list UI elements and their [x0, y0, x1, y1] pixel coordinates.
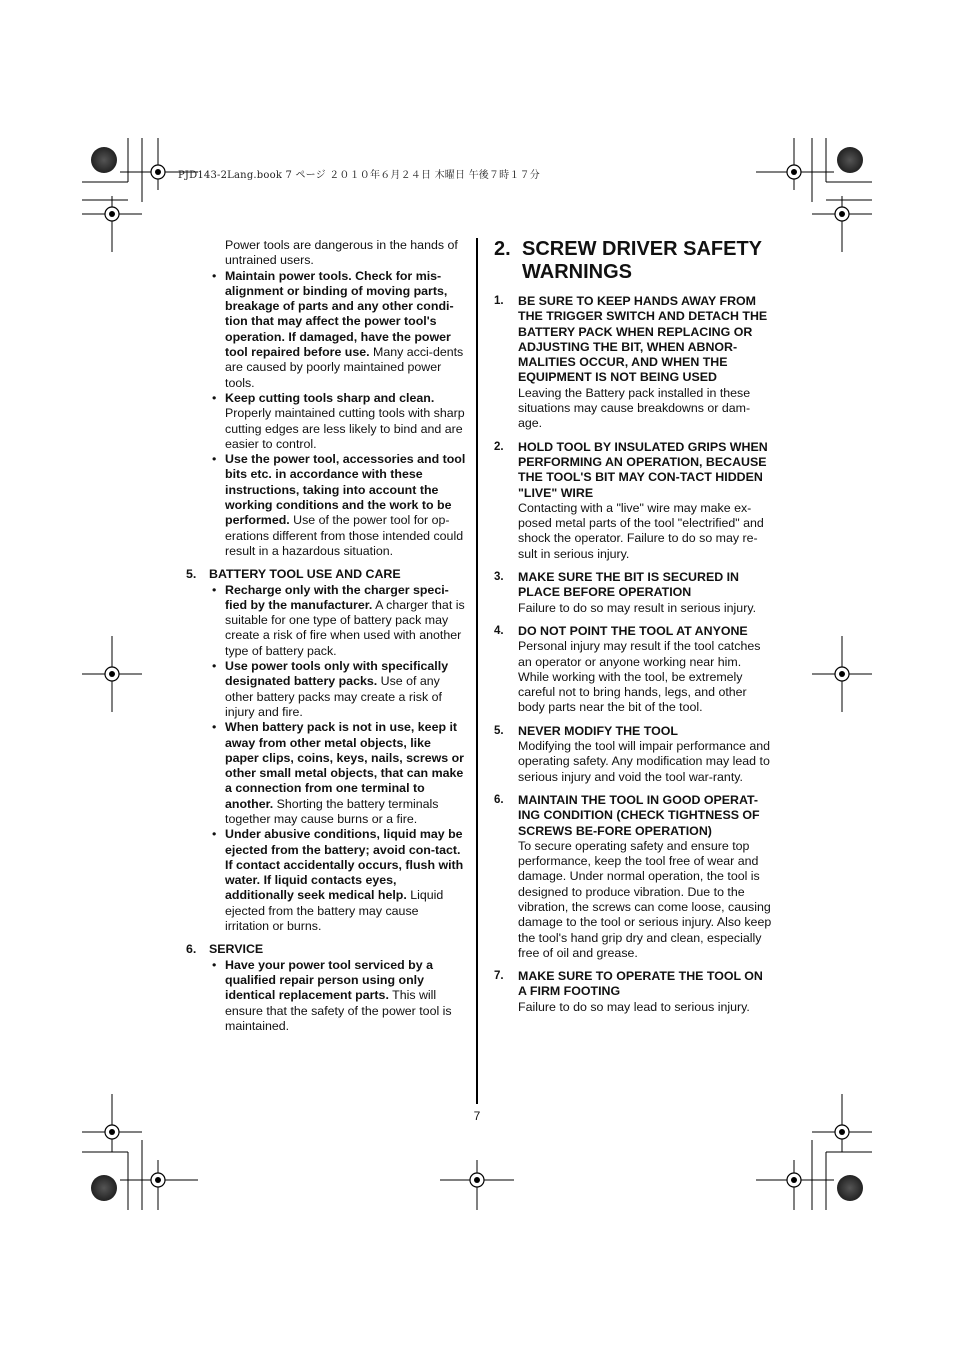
bullet-icon: • [212, 268, 217, 283]
column-divider [476, 238, 478, 1104]
list-item: • Recharge only with the charger speci-fied by the manufacturer. A charger that is suitable for one type of battery pack may create a risk of fire when used with another type of battery pack. [212, 582, 465, 658]
list-item: • Keep cutting tools sharp and clean. Properly maintained cutting tools with sharp cutting edges are less likely to bind and are easier to control. [212, 390, 465, 451]
page-title: 2. SCREW DRIVER SAFETY WARNINGS [494, 238, 762, 283]
bullet-icon: • [212, 452, 217, 467]
list-item: • Maintain power tools. Check for mis-alignment or binding of moving parts, breakage of parts and any other condi-tion that may affect the power tool's operation. If damaged, have the power tool repaired before use. Many acci-dents are caused by poorly maintained power tools. [212, 268, 464, 390]
warning-item: 6. MAINTAIN THE TOOL IN GOOD OPERAT-ING CONDITION (CHECK TIGHTNESS OF SCREWS BE-FORE OPERATION) To secure operating safety and ensure top performance, keep the tool free of wear and damage. Under normal operation, the tool is designed to produce vibration. Due to the vibration, the screws can come loose, causing damage to the tool or serious injury. Also keep the tool's hand grip dry and clean, especially free of oil and grease. [494, 792, 772, 960]
list-item: • Under abusive conditions, liquid may be ejected from the battery; avoid con-tact. If contact accidentally occurs, flush with water. If liquid contacts eyes, additionally seek medical help. Liquid ejected from the battery may cause irritation or burns. [212, 827, 464, 934]
section-heading: 6. SERVICE [186, 942, 264, 957]
right-column [494, 238, 774, 1023]
page-number: 7 [473, 1109, 481, 1123]
bullet-icon: • [212, 659, 217, 674]
warning-item: 2. HOLD TOOL BY INSULATED GRIPS WHEN PERFORMING AN OPERATION, BECAUSE THE TOOL'S BIT MAY CON-TACT HIDDEN "LIVE" WIRE Contacting with a "live" wire may make ex-posed metal parts of the tool "electrified" and shock the operator. Failure to do so may re-sult in serious injury. [494, 439, 768, 561]
bullet-icon: • [212, 390, 217, 405]
list-item: • Use the power tool, accessories and tool bits etc. in accordance with these instructions, taking into account the working conditions and the work to be performed. Use of the power tool for op-erations different from those intended could result in a hazardous situation. [212, 452, 466, 558]
bullet-icon: • [212, 582, 217, 597]
section-heading: 5. BATTERY TOOL USE AND CARE [186, 567, 401, 582]
list-item: • When battery pack is not in use, keep it away from other metal objects, like paper clips, coins, keys, nails, screws or other small metal objects, that can make a connection from one terminal to another. Shorting the battery terminals together may cause burns or a fire. [212, 720, 464, 826]
warning-item: 7. MAKE SURE TO OPERATE THE TOOL ON A FIRM FOOTING Failure to do so may lead to serious injury. [494, 969, 763, 1014]
intro-text: Power tools are dangerous in the hands of untrained users. [225, 238, 458, 268]
bullet-icon: • [212, 957, 217, 972]
warning-item: 1. BE SURE TO KEEP HANDS AWAY FROM THE TRIGGER SWITCH AND DETACH THE BATTERY PACK WHEN REPLACING OR ADJUSTING THE BIT, WHEN ABNOR-MALITIES OCCUR, AND WHEN THE EQUIPMENT IS NOT BEING USED Leaving the Battery pack installed in these situations may cause breakdowns or dam-age. [494, 294, 768, 431]
left-column [186, 238, 466, 1034]
warning-item: 4. DO NOT POINT THE TOOL AT ANYONE Personal injury may result if the tool catches an operator or anyone working near him. While working with the tool, be extremely careful not to bring hands, legs, and other body parts near the bit of the tool. [494, 623, 761, 715]
warning-item: 3. MAKE SURE THE BIT IS SECURED IN PLACE BEFORE OPERATION Failure to do so may result in serious injury. [494, 570, 757, 615]
list-item: • Have your power tool serviced by a qualified repair person using only identical replacement parts. This will ensure that the safety of the power tool is maintained. [212, 957, 452, 1033]
bullet-icon: • [212, 827, 217, 842]
list-item: • Use power tools only with specifically designated battery packs. Use of any other battery packs may create a risk of injury and fire. [212, 659, 449, 719]
warning-item: 5. NEVER MODIFY THE TOOL Modifying the tool will impair performance and operating safety. Any modification may lead to serious injury and void the tool war-ranty. [494, 723, 771, 784]
print-header: PJD143-2Lang.book 7 ページ ２０１０年６月２４日 木曜日 午後７時１７分 [178, 170, 540, 181]
bullet-icon: • [212, 720, 217, 735]
